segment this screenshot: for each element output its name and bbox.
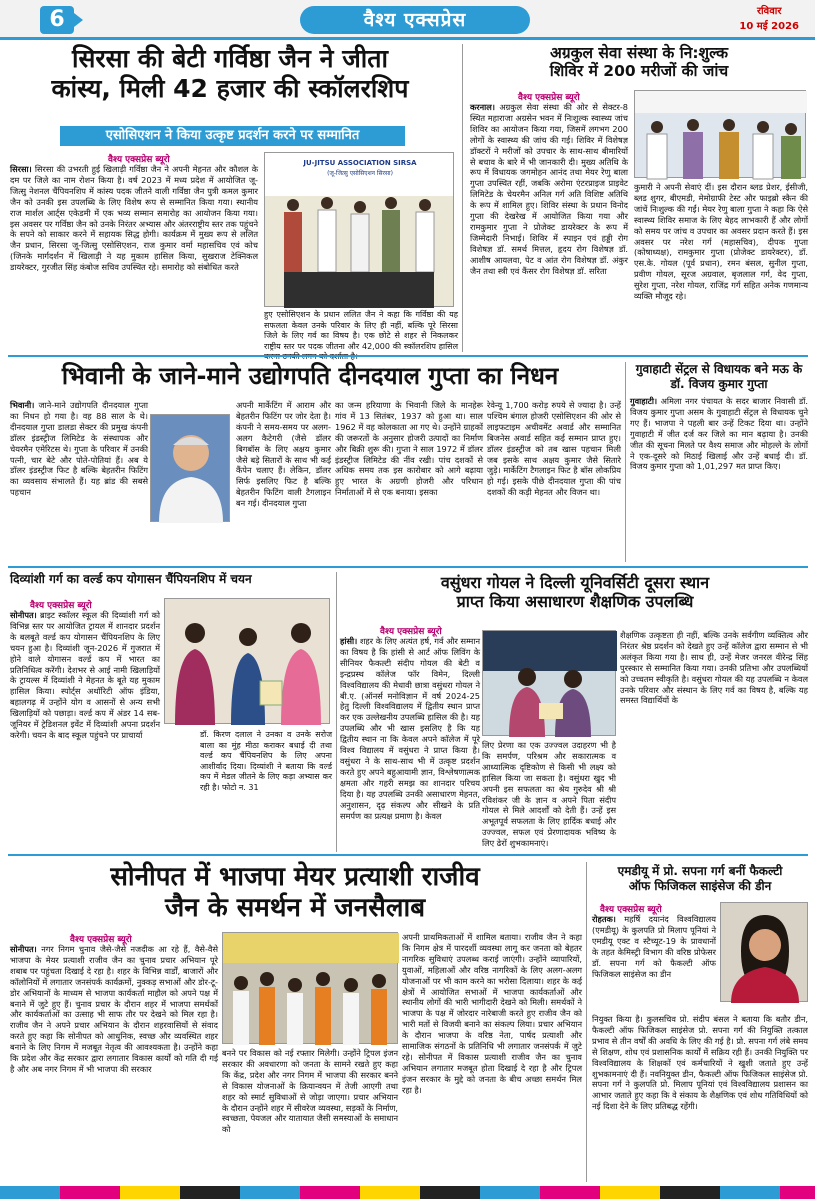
story8-byline: वैश्य एक्सप्रेस ब्यूरो [600, 905, 662, 915]
people-group-illustration [265, 153, 455, 308]
story8-body-top [592, 914, 716, 1012]
issue-day: रविवार [756, 6, 782, 17]
story3-col3: का जन्म हरियाणा के भिवानी जिले के मानहेरू गांव में 13 सितंबर, 1937 को हुआ था। साल 1962 में वह कोलकाता आ गए थे। उन्होंने ग्राहकों की जरूरतों के अनुसार होजरी उत्पादों का निर्माण और बिक्री शुरू की। गुप्ता ने साल 1972 में डॉलर इंडस्ट्रीज लिमिटेड की नींव रखी। पांच दशकों से अधिक समय तक इस कारोबार को आगे बढ़ाया हुए भारत के अग्रणी होजरी और परिधान निर्माताओं में से एक बनाया। इसका [335, 400, 483, 498]
story3-col2: अपनी मार्केटिंग में आराम और बेहतरीन फिटिंग पर जोर देता है। कंपनी ने समय-समय पर अलग-अलग कैटेगरी (जैसे डॉलर बिगबॉस के लिए अक्षय कुमार जैसे बड़े सितारों के साथ भी कई कैंपेन चलाए हैं। लेकिन, डॉलर सिर्फ इसलिए फिट है बल्कि बेहतरीन फिटिंग वाली टैगलाइन बन गई। दीनदयाल गुप्ता [236, 400, 331, 509]
story2-headline-line1: अग्रकुल सेवा संस्था के नि:शुल्क [550, 44, 728, 62]
story2-headline-line2: शिविर में 200 मरीजों की जांच [549, 62, 729, 81]
column-divider [625, 362, 626, 562]
story5-body [10, 610, 160, 848]
convocation-illustration [483, 631, 617, 737]
story1-byline: वैश्य एक्सप्रेस ब्यूरो [108, 155, 170, 165]
story2-body [470, 102, 628, 352]
story2-photo [634, 90, 806, 178]
story7-col1-text: नगर निगम चुनाव जैसे-जैसे नजदीक आ रहे हैं, वैसे-वैसे भाजपा के मेयर प्रत्याशी राजीव जैन का चुनाव प्रचार अभियान पूरे शबाब पर पहुंचता दिखाई दे रहा है। शहर के विभिन्न वार्डों, बाजारों और कॉलोनियों में लगातार जनसंपर्क कार्यक्रमों, नुक्कड़ सभाओं और डोर-टू-डोर अभियानों के माध्यम से भाजपा कार्यकर्ता माहौल को अपने पक्ष में बनाने में जुटे हुए हैं। चुनाव प्रचार के दौरान शहर में भाजपा समर्थकों और कार्यकर्ताओं का उत्साह भी साफ तौर पर देखने को मिल रहा है। राजीव जैन ने अपने प्रचार अभियान के दौरान शहरवासियों से संवाद करते हुए कहा कि सोनीपत को आधुनिक, स्वच्छ और व्यवस्थित शहर बनाने के लिए निगम में मजबूत नेतृत्व की आवश्यकता है। उन्होंने कहा कि प्रदेश और केंद्र सरकार द्वारा लगातार विकास कार्यों को गति दी गई है और अब नगर निगम में भी भाजपा की सरकार [10, 944, 218, 1074]
story7-col3: अपनी प्राथमिकताओं में शामिल बताया। राजीव जैन ने कहा कि निगम क्षेत्र में पारदर्शी व्यवस्था लागू कर जनता को बेहतर नागरिक सुविधाएं उपलब्ध कराई जाएंगी। उन्होंने व्यापारियों, युवाओं, महिलाओं और वरिष्ठ नागरिकों के लिए अलग-अलग योजनाओं पर भी काम करने का भरोसा दिलाया। शहर के कई क्षेत्रों में आयोजित सभाओं में भाजपा कार्यकर्ताओं और स्थानीय लोगों की भारी भागीदारी देखने को मिली। समर्थकों ने भाजपा के पक्ष में जोरदार नारेबाजी करते हुए राजीव जैन को भारी मतों से विजयी बनाने का संकल्प लिया। प्रचार अभियान के दौरान भाजपा के वरिष्ठ नेता, पार्षद प्रत्याशी और सामाजिक संगठनों के प्रतिनिधि भी लगातार जनसंपर्क में जुटे रहे। सोनीपत में विकास प्रत्याशी राजीव जैन का चुनाव अभियान लगातार मजबूत होता दिखाई दे रहा है और ट्रिपल इंजन सरकार के मुद्दे को जनता के बीच अच्छा समर्थन मिल रहा है। [402, 932, 582, 1095]
issue-date [739, 4, 799, 34]
story5-dateline: सोनीपत। [10, 610, 37, 620]
story6-body-mid: लिए प्रेरणा का एक उज्ज्वल उदाहरण भी है कि समर्पण, परिश्रम और सकारात्मक व आध्यात्मिक दृष्टिकोण से किसी भी लक्ष्य को हासिल किया जा सकता है। वसुंधरा खुद भी अपनी इस सफलता का श्रेय गुरुदेव श्री श्री रविशंकर जी के ज्ञान व अपने पिता संदीप गोयल से मिले आदर्शों को देती हैं। उन्हें इस अभूतपूर्व सफलता के लिए हार्दिक बधाई और उज्ज्वल, सफल एवं प्रेरणादायक भविष्य के लिए ढेरों शुभकामनाएं। [482, 740, 616, 849]
story7-headline-line2: जैन के समर्थन में जनसैलाब [164, 892, 426, 923]
story3-portrait [150, 414, 230, 522]
story4-body [630, 396, 808, 562]
story7-dateline: सोनीपत। [10, 944, 37, 954]
story7-col2: बनने पर विकास को नई रफ्तार मिलेगी। उन्होंने ट्रिपल इंजन सरकार की अवधारणा को जनता के सामने रखते हुए कहा कि केंद्र, प्रदेश और नगर निगम में भाजपा की सरकार बनने से विकास योजनाओं के क्रियान्वयन में तेजी आएगी तथा शहर को स्मार्ट सुविधाओं से जोड़ा जाएगा। प्रचार अभियान के दौरान उन्होंने शहर में सीवरेज व्यवस्था, सड़कों के निर्माण, स्वच्छता, पेयजल और यातायात जैसी समस्याओं के समाधान को [222, 1048, 398, 1135]
page-number: 6 [40, 6, 74, 34]
page-number-arrow-icon [74, 13, 83, 27]
story2-text: अग्रकुल सेवा संस्था की ओर से सेक्टर-8 स्थित महाराजा अग्रसेन भवन में निःशुल्क स्वास्थ्य जांच शिविर का आयोजन किया गया, जिसमें लगभग 200 लोगों के स्वास्थ्य की जांच की गई। शिविर में विशेषज्ञ डॉक्टरों ने मरीजों को उपचार के साथ-साथ बीमारियों से बचाव के बारे में भी जानकारी दी। मुख्य अतिथि के रूप में विधायक जगमोहन आनंद तथा मेयर रेणु बाला गुप्ता उपस्थित रहीं, जबकि अरोमा एंटरप्राइज प्राइवेट लिमिटेड के चेयरमैन अनिल गर्ग अति विशिष्ट अतिथि के रूप में शामिल हुए। शिविर संस्था के प्रधान विनोद गुप्ता की देखरेख में आयोजित किया गया और रामकुमार गुप्ता ने प्रोजेक्ट डायरेक्टर के रूप में जिम्मेदारी निभाई। शिविर में स्पाइन एवं हड्डी रोग विशेषज्ञ डॉ. समर्थ मित्तल, हृदय रोग विशेषज्ञ डॉ. आशीष आयलवा, पेट व आंत रोग विशेषज्ञ डॉ. अंकुर जैन तथा स्त्री एवं कैंसर रोग विशेषज्ञ डॉ. सरिता [470, 102, 628, 276]
story8-headline [592, 864, 808, 894]
story5-continuation: डॉ. किरण दलाल ने उनका व उनके सरोज बाला का मुंह मीठा कराकर बधाई दी तथा वर्ल्ड कप चैंपियनशिप के लिए अपना आशीर्वाद दिया। दिव्यांशी ने बताया कि वर्ल्ड कप में मेडल जीतने के लिए कड़ा अभ्यास कर रही है। फोटो न. 31 [200, 730, 332, 792]
story1-headline [10, 44, 450, 103]
students-illustration [165, 599, 331, 725]
story1-dateline: सिरसा। [10, 164, 32, 174]
section-divider [8, 566, 808, 568]
story7-col1 [10, 944, 218, 1182]
story6-headline [342, 574, 808, 612]
photo-banner-subtext: (जू-जित्सु एसोसिएशन सिरसा) [327, 170, 393, 177]
column-divider [462, 44, 463, 352]
portrait-illustration [721, 903, 809, 1003]
story5-text: ब्राइट स्कॉलर स्कूल की दिव्यांशी गर्ग को विभिन्न स्तर पर आयोजित ट्रायल में शानदार प्रदर्शन के बलबूते वर्ल्ड कप योगासन चैंपियनशिप के लिए चयन हुआ है। दिव्यांशी जून-2026 में गुजरात में होने वाले योगासन वर्ल्ड कप में भारत का प्रतिनिधित्व करेंगी। देशभर से आई नामी खिलाड़ियों के ट्रायल्स में दिव्यांशी ने मेहनत के बूते यह मुकाम हासिल किया। स्पोर्ट्स अथॉरिटी ऑफ इंडिया, बहालगढ़ में उन्होंने योग व आसनों से अन्य सभी खिलाड़ियों को पछाड़ा। वर्ल्ड कप में अंडर 14 सब-जूनियर में ट्रेडिशनल इवेंट में दिव्यांशी अपना प्रदर्शन करेगी। चयन के बाद स्कूल पहुंचने पर प्राचार्या [10, 610, 160, 740]
story8-headline-line2: ऑफ फिजिकल साइंसेज की डीन [628, 879, 772, 893]
masthead [0, 0, 815, 40]
story2-continuation: कुमारी ने अपनी सेवाएं दीं। इस दौरान ब्लड प्रेशर, ईसीजी, ब्लड शुगर, बीएमडी, मेमोग्राफी टेस्ट और फाइब्रो स्कैन की जांचें निःशुल्क की गईं। मेयर रेणु बाला गुप्ता ने कहा कि ऐसे स्वास्थ्य शिविर समाज के लिए बेहद लाभकारी हैं और लोगों को समय पर जांच व उपचार का अवसर प्रदान करते हैं। इस अवसर पर नरेश गर्ग (महासचिव), दीपक गुप्ता (कोषाध्यक्ष), रामकुमार गुप्ता (प्रोजेक्ट डायरेक्टर), डॉ. एस.के. गोयल (पूर्व प्रधान), रमन बंसल, सुनील गुप्ता, प्रवीण गोयल, सूरज अग्रवाल, बृजलाल गर्ग, वेद गुप्ता, सुरेश गुप्ता, नरेश गोयल, राजिंद्र गर्ग सहित अनेक गणमान्य व्यक्ति मौजूद रहे। [634, 182, 808, 302]
story8-headline-line1: एमडीयू में प्रो. सपना गर्ग बनीं फैकल्टी [617, 864, 783, 878]
story1-continuation: हुए एसोसिएशन के प्रधान ललित जैन ने कहा कि गर्विष्ठा की यह सफलता केवल उनके परिवार के लिए ही नहीं, बल्कि पूरे सिरसा जिले के लिए गर्व का विषय है। एक छोटे से शहर से निकलकर राष्ट्रीय स्तर पर पदक जीतना और 42,000 की स्कॉलरशिप हासिल [264, 310, 458, 351]
story1-photo [264, 152, 454, 307]
story6-text: शहर के लिए अत्यंत हर्ष, गर्व और सम्मान का विषय है कि हांसी से आर्ट ऑफ लिविंग के सीनियर फैकल्टी संदीप गोयल की बेटी व इन्द्रप्रस्थ कॉलेज फॉर विमेन, दिल्ली विश्वविद्यालय की मेधावी छात्रा वसुंधरा गोयल ने बी.ए. (ऑनर्स मनोविज्ञान में वर्ष 2024-25 हेतु दिल्ली विश्वविद्यालय में द्वितीय स्थान प्राप्त कर एक उल्लेखनीय उपलब्धि हासिल की है। यह उपलब्धि और भी खास इसलिए है कि यह द्वितीय स्थान ना कि केवल अपने कॉलेज में पूरे विश्व विद्यालय में वसुंधरा ने प्राप्त किया है। वसुंधरा ने के साथ-साथ भी में उत्कृष्ट प्रदर्शन करते हुए अपने बहुआयामी ज्ञान, विश्लेषणात्मक क्षमता और गहरी समझ का शानदार परिचय दिया है। यह उपलब्धि उनकी असाधारण मेहनत, अनुशासन, दृढ़ संकल्प और सीखने के प्रति समर्पण का प्रत्यक्ष प्रमाण है। केवल [340, 636, 480, 821]
photo-banner-text: JU-JITSU ASSOCIATION SIRSA [303, 159, 417, 167]
story1-text: सिरसा की उभरती हुई खिलाड़ी गर्विष्ठा जैन ने अपनी मेहनत और कौशल के दम पर जिले का नाम रोशन किया है। वर्ष 2023 में मध्य प्रदेश में आयोजित जू-जित्सु नेशनल चैंपियनशिप में कांस्य पदक जीतने वाली गर्विष्ठा जैन पुत्री कमल कुमार जैन को उनकी इस उपलब्धि के लिए विशेष रूप से सम्मानित किया गया। स्थानीय राज मार्शल आर्ट्स एकेडमी में एक भव्य सम्मान समारोह का आयोजन किया गया। इस अवसर पर गर्विष्ठा जैन को उनके निरंतर अभ्यास और अंतरराष्ट्रीय स्तर तक पहुंचने के सपने को साकार करने में सहायक सिद्ध होगी। कार्यक्रम में मुख्य रूप से ललित जैन प्रधान, सिरसा जू-जित्सु एसोसिएशन, राज कुमार वर्मा महासचिव एवं कोच (जिनके मार्गदर्शन में खिलाड़ी ने यह मुकाम हासिल किया, सुखराज टेक्निकल डायरेक्टर, गुरजीत सिंह कंबोज सचिव उपस्थित रहे। समारोह को संबोधित करते [10, 164, 258, 273]
story7-headline [10, 862, 580, 923]
story2-headline [470, 44, 808, 81]
section-divider [8, 854, 808, 856]
section-divider [8, 355, 808, 357]
story7-byline: वैश्य एक्सप्रेस ब्यूरो [70, 935, 132, 945]
story1-headline-line1: सिरसा की बेटी गर्विष्ठा जैन ने जीता [72, 44, 388, 73]
cmyk-color-strip [0, 1186, 815, 1199]
issue-date-text: 10 मई 2026 [739, 21, 799, 32]
story4-headline: गुवाहाटी सेंट्रल से विधायक बने मऊ के डॉ. विजय कुमार गुप्ता [635, 362, 803, 391]
story5-photo [164, 598, 330, 724]
story6-headline-line2: प्राप्त किया असाधारण शैक्षणिक उपलब्धि [456, 591, 694, 611]
rally-crowd-illustration [223, 933, 399, 1045]
story2-dateline: करनाल। [470, 102, 495, 112]
story3-col1-text: जाने-माने उद्योगपति दीनदयाल गुप्ता का निधन हो गया है। वह 88 साल के थे। दीनदयाल गुप्ता डालडा सेक्टर की प्रमुख कंपनी डॉलर इंडस्ट्रीज लिमिटेड के संस्थापक और चेयरमैन एमेरिटस थे। गुप्ता के परिवार में उनकी पत्नी, चार बेटे और पोते-पोतियां हैं। अब ये डॉलर इंडस्ट्रीज फिट है बल्कि बेहतरीन फिटिंग का व्यवसाय संभालते हैं। यह ब्रांड की सबसे पहचान [10, 400, 148, 498]
story5-byline: वैश्य एक्सप्रेस ब्यूरो [30, 601, 92, 611]
story7-headline-line1: सोनीपत में भाजपा मेयर प्रत्याशी राजीव [110, 862, 480, 892]
story8-top-text: महर्षि दयानंद विश्वविद्यालय (एमडीयू) के कुलपति प्रो मिलाप पूनियां ने एमडीयू एक्ट व स्टैच्यूट-19 के प्रावधानों के तहत केमिस्ट्री विभाग की वरिष्ठ प्रोफेसर डॉ. सपना गर्ग को फैकल्टी ऑफ फिजिकल साइंसेज का डीन [592, 914, 716, 979]
story8-portrait [720, 902, 808, 1002]
story3-dateline: भिवानी। [10, 400, 35, 410]
story1-body [10, 164, 258, 346]
story4-text: अमिला नगर पंचायत के सदर बाजार निवासी डॉ. विजय कुमार गुप्ता असम के गुवाहाटी सेंट्रल से विधायक चुने गए हैं। भाजपा ने पहली बार उन्हें टिकट दिया था। उन्होंने गुवाहाटी में जीत दर्ज कर जिले का मान बढ़ाया है। उनकी जीत की सूचना मिलते पर वैश्य समाज और मोहल्ले के लोगों ने एक-दूसरे को मिठाई खिलाई और उन्हें बधाई दी। डॉ. विजय कुमार गुप्ता को 1,01,297 मत प्राप्त किए। [630, 396, 808, 472]
story2-byline: वैश्य एक्सप्रेस ब्यूरो [518, 93, 580, 103]
column-divider [586, 862, 587, 1182]
portrait-illustration [151, 415, 231, 523]
story6-body-left [340, 636, 480, 852]
story8-dateline: रोहतक। [592, 914, 616, 924]
story5-headline: दिव्यांशी गर्ग का वर्ल्ड कप योगासन चैंपियनशिप में चयन [10, 572, 252, 586]
newspaper-brand: वैश्य एक्सप्रेस [300, 6, 530, 34]
story6-body-right: शैक्षणिक उत्कृष्टता ही नहीं, बल्कि उनके सर्वगीण व्यक्तित्व और निरंतर श्रेष्ठ प्रदर्शन को देखते हुए उन्हें कॉलेज द्वारा सम्मान से भी अलंकृत किया गया है। साथ ही, उन्हें मेजर जनरल वीरेन्द्र सिंह पुरस्कार से सम्मानित किया गया। उनकी प्रतिभा और उपलब्धियों को उच्चतम स्वीकृति है। वसुंधरा गोयल की यह उपलब्धि न केवल उनके परिवार और संस्थान के लिए गर्व का विषय है, बल्कि यह समस्त विद्यार्थियों के [620, 630, 808, 706]
award-ceremony-illustration [635, 91, 807, 179]
story3-headline: भिवानी के जाने-माने उद्योगपति दीनदयाल गुप्ता का निधन [61, 362, 559, 390]
story3-col4: रेवेन्यू 1,700 करोड़ रुपये से ज्यादा है। उन्हें पश्चिम बंगाल होजरी एसोसिएशन की ओर से लाइफटाइम अचीवमेंट अवार्ड और सम्मानित बिजनेस अवार्ड सहित कई सम्मान प्राप्त हुए। डॉलर इंडस्ट्रीज को तब खास पहचान मिली जब इसके साथ अक्षय कुमार जैसे सितारे जुड़े। मार्केटिंग टैगलाइन फिट है बॉस लोकप्रिय हो गई। इसके पीछे दीनदयाल गुप्ता की पांच दशकों की कड़ी मेहनत और विजन था। [487, 400, 621, 498]
story6-headline-line1: वसुंधरा गोयल ने दिल्ली यूनिवर्सिटी दूसरा स्थान [440, 573, 710, 592]
story3-col1 [10, 400, 148, 554]
column-divider [336, 572, 337, 852]
story6-dateline: हांसी। [340, 636, 358, 646]
story1-subhead: एसोसिएशन ने किया उत्कृष्ट प्रदर्शन करने पर सम्मानित [60, 126, 405, 146]
story1-headline-line2: कांस्य, मिली 42 हजार की स्कॉलरशिप [51, 73, 409, 103]
story6-photo [482, 630, 616, 736]
story4-dateline: गुवाहाटी। [630, 396, 658, 406]
story8-body: नियुक्त किया है। कुलसचिव प्रो. संदीप बंसल ने बताया कि बतौर डीन, फैकल्टी ऑफ फिजिकल साइंसेज प्रो. सपना गर्ग की नियुक्ति तत्काल प्रभाव से तीन वर्षों की अवधि के लिए की गई है। प्रो. सपना गर्ग लंबे समय से शिक्षण, शोध एवं प्रशासनिक कार्यों में सक्रिय रही हैं। उनकी नियुक्ति पर विश्वविद्यालय के शिक्षकों एवं कर्मचारियों ने खुशी जताते हुए उन्हें शुभकामनाएं दी हैं। नवनियुक्त डीन, फैकल्टी ऑफ फिजिकल साइंसेज प्रो. सपना गर्ग ने कुलपति प्रो. मिलाप पूनियां एवं विश्वविद्यालय प्रशासन का आभार जताते हुए कहा कि वे संकाय के शैक्षणिक एवं शोध गतिविधियों को नई दिशा देने के लिए प्रतिबद्ध रहेंगी। [592, 1014, 808, 1112]
story6-byline: वैश्य एक्सप्रेस ब्यूरो [380, 627, 442, 637]
story7-photo [222, 932, 398, 1044]
